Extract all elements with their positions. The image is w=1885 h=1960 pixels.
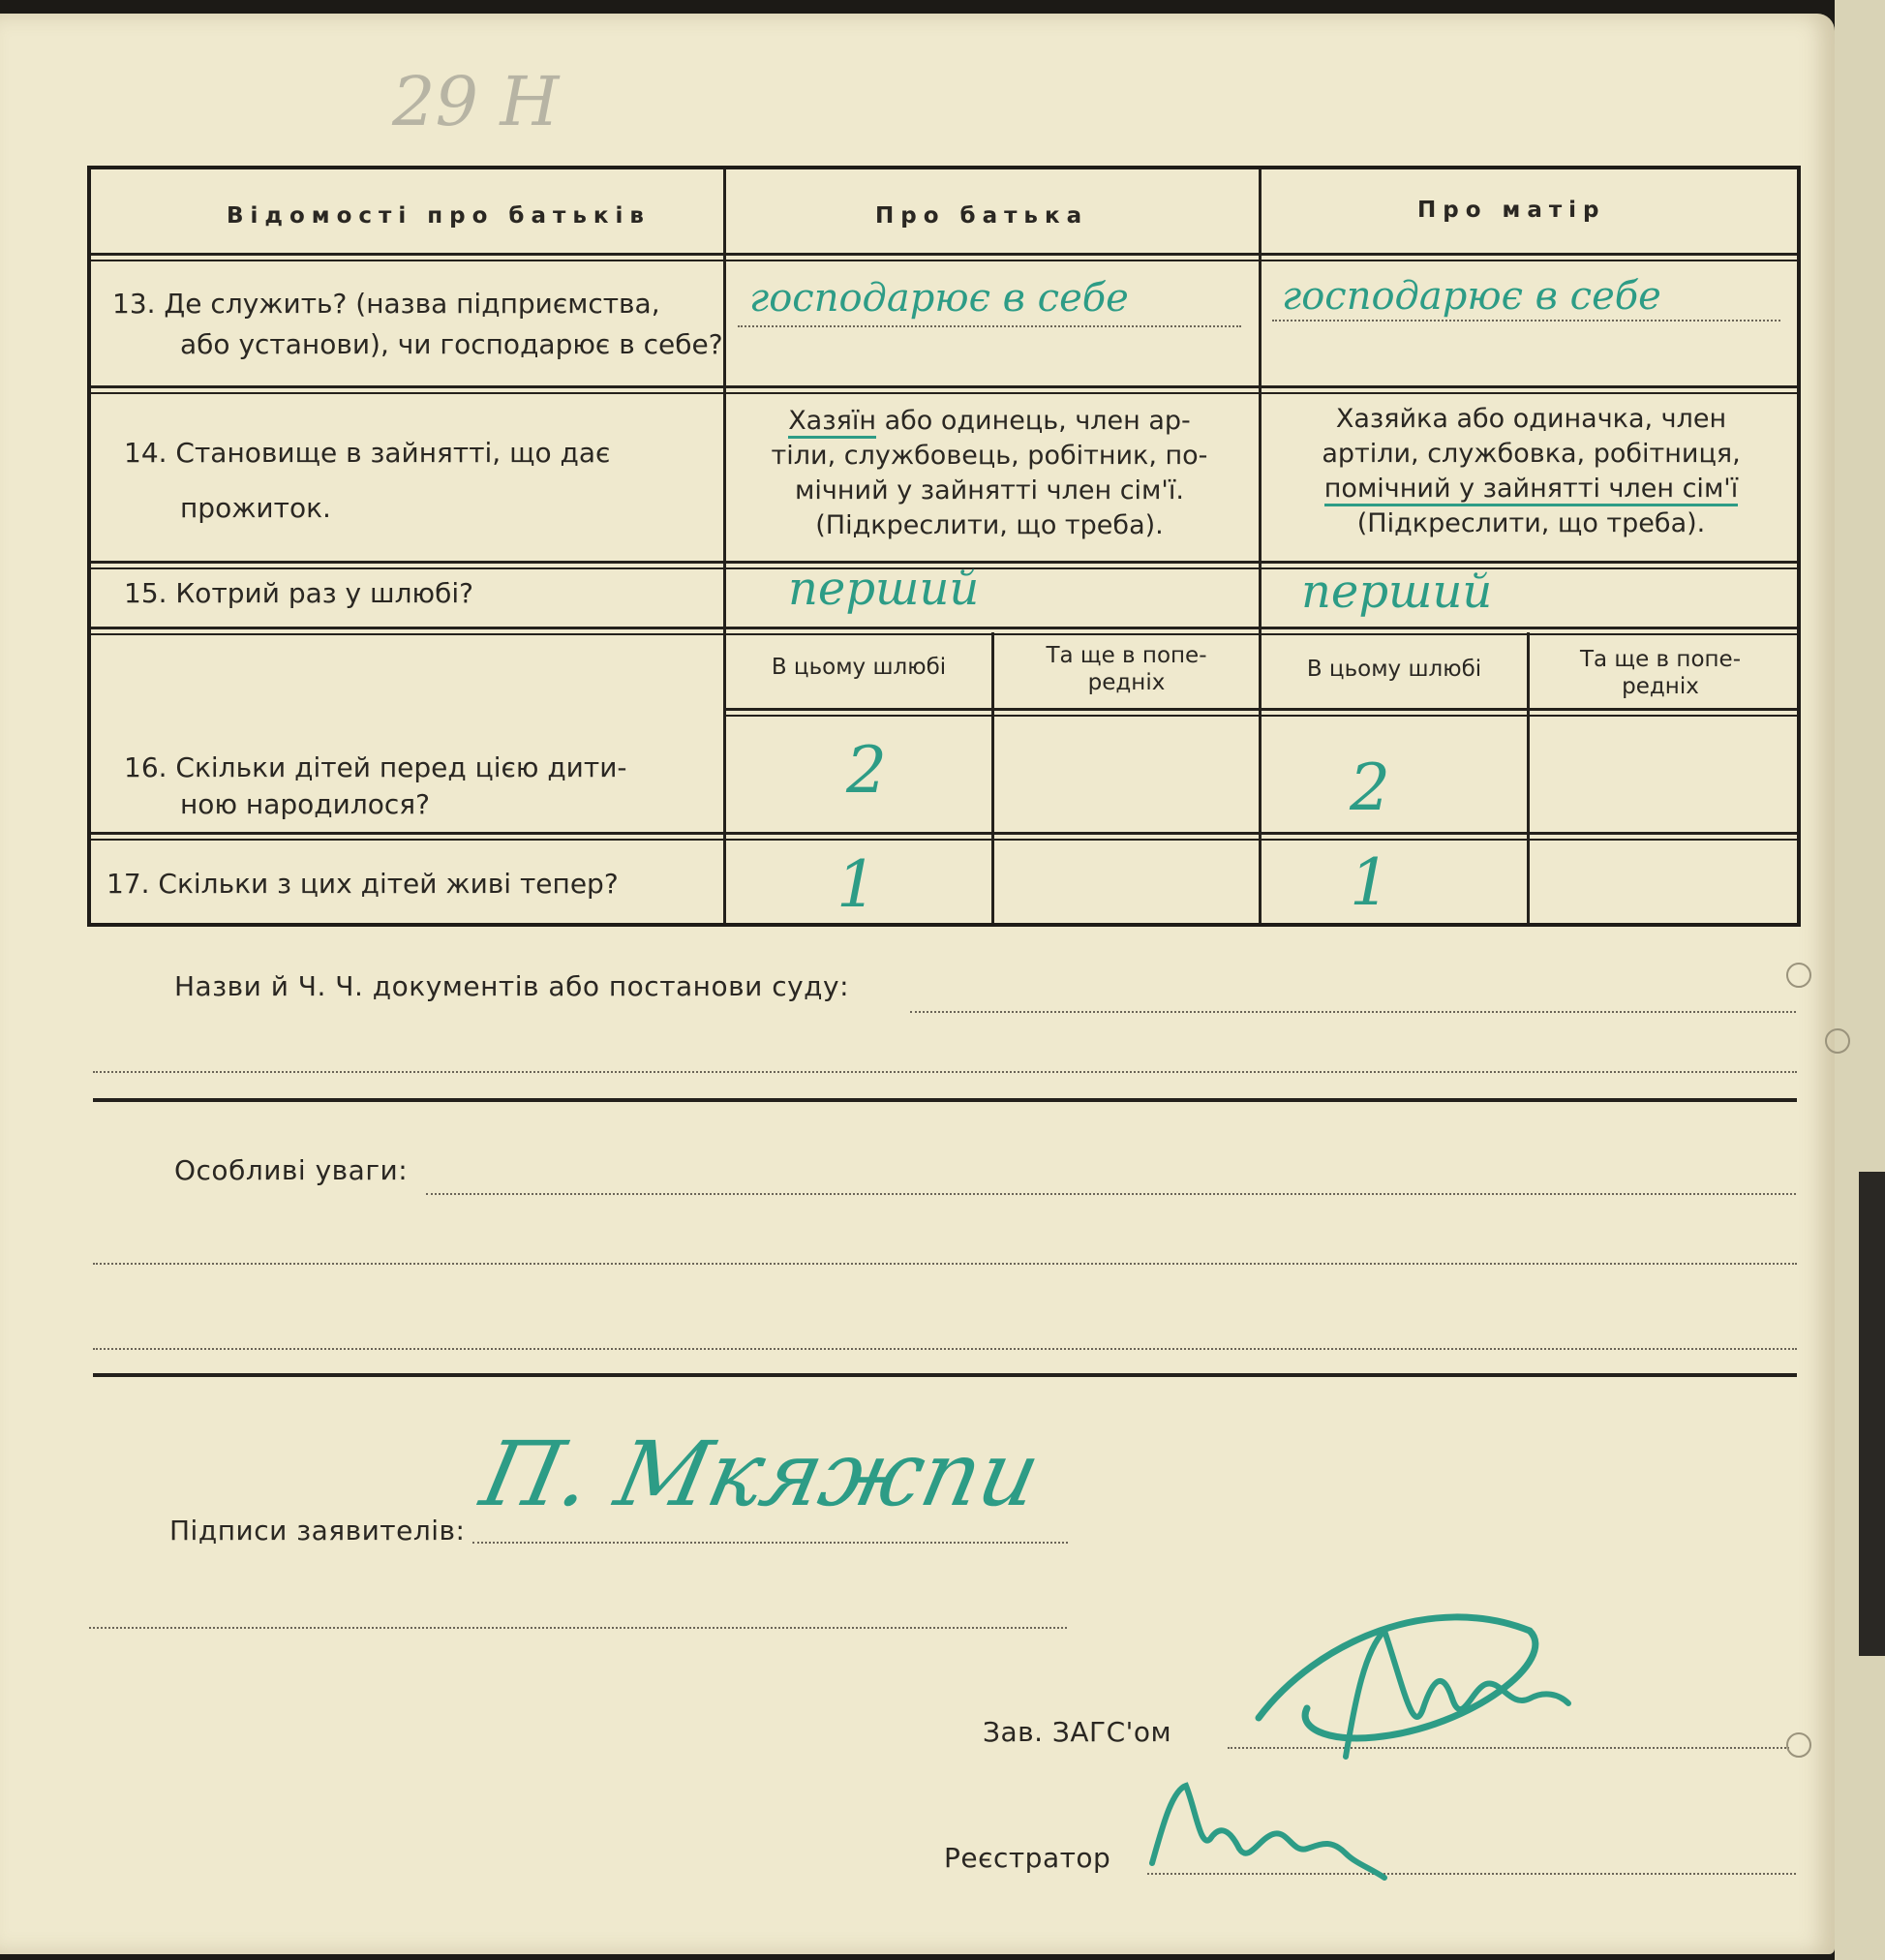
applicant-signature-text: П. Мкяжпи [472, 1423, 1049, 1526]
binding-hole [1786, 963, 1811, 988]
q14-mother-option-line [1272, 472, 1790, 506]
q14-mother-option-line: артіли, службовка, робітниця, [1322, 439, 1741, 469]
row-divider-16 [91, 832, 1797, 841]
applicants-label: Підписи заявителів: [169, 1515, 466, 1547]
q16-mother-this-header: В цьому шлюбі [1306, 657, 1482, 682]
q16-line2: ною народилося? [180, 788, 430, 820]
applicant-signature [473, 1423, 1049, 1526]
q14-father-options [738, 404, 1241, 543]
documents-rule [93, 1098, 1797, 1102]
q14-line2: прожиток. [180, 492, 331, 524]
row-divider-15 [91, 627, 1797, 635]
q16-father-prev-header-2: редніх [1087, 670, 1166, 695]
q13-line2: або установи), чи господарює в себе? [180, 328, 723, 360]
head-signature [1239, 1563, 1588, 1795]
q16-father-prev-header-1: Та ще в попе- [1046, 643, 1207, 668]
q13-mother-line [1272, 320, 1780, 322]
q14-line1: 14. Становище в зайнятті, що дає [124, 437, 611, 469]
row-divider-header [91, 253, 1797, 261]
q13-father-answer: господарює в себе [749, 276, 1129, 321]
binding-hole [1825, 1028, 1850, 1054]
col-divider-2 [1259, 169, 1262, 923]
q14-mother-options [1272, 402, 1790, 541]
page-edge [1835, 0, 1885, 1960]
q17-line1: 17. Скільки з цих дітей живі тепер? [106, 868, 619, 900]
remarks-label: Особливі уваги: [174, 1154, 409, 1186]
remarks-line-1 [426, 1193, 1796, 1195]
registrar-label: Реєстратор [944, 1842, 1111, 1874]
pencil-archive-number: 29 H [392, 62, 560, 141]
q17-father-this-value: 1 [836, 847, 877, 922]
q15-mother-answer: перший [1301, 565, 1493, 619]
q14-mother-option-line: Хазяйка або одиначка, член [1335, 404, 1727, 434]
q16-mother-prev-header-1: Та ще в попе- [1579, 647, 1742, 672]
q14-father-option-line: (Підкреслити, що треба). [815, 510, 1164, 540]
parents-info-table [87, 166, 1801, 927]
documents-line-2 [93, 1071, 1797, 1073]
remarks-line-2 [93, 1263, 1797, 1265]
header-parents-info: Відомості про батьків [227, 203, 651, 229]
q14-father-selected: Хазяїн [788, 406, 876, 439]
q14-mother-selected: помічний у зайнятті член сім'ї [1324, 474, 1738, 506]
q15-line1: 15. Котрий раз у шлюбі? [124, 577, 474, 609]
q13-mother-answer: господарює в себе [1282, 274, 1661, 319]
q16-father-this-value: 2 [846, 733, 887, 808]
q17-mother-this-value: 1 [1350, 845, 1390, 920]
head-of-registry-label: Зав. ЗАГС'ом [983, 1716, 1172, 1748]
q13-line1: 13. Де служить? (назва підприємства, [112, 288, 660, 320]
documents-label: Назви й Ч. Ч. документів або постанови суду: [174, 970, 850, 1002]
col-divider-1 [723, 169, 726, 923]
applicants-line-2 [89, 1627, 1067, 1629]
q16-mother-prev-header-2: редніх [1622, 674, 1699, 699]
q16-father-this-header: В цьому шлюбі [771, 655, 947, 680]
applicants-line-1 [472, 1542, 1068, 1544]
q14-father-option-line: Хазяїн або одинець, член ар- [738, 404, 1241, 439]
header-father: Про батька [875, 203, 1089, 229]
row-divider-13 [91, 385, 1797, 394]
documents-line-1 [910, 1011, 1796, 1013]
q16-mother-this-value: 2 [1350, 750, 1390, 825]
remarks-rule [93, 1373, 1797, 1377]
q14-father-option-line: мічний у зайнятті член сім'ї. [795, 475, 1184, 505]
form-page [0, 14, 1835, 1954]
header-mother: Про матір [1417, 198, 1606, 223]
q15-father-answer: перший [788, 562, 980, 616]
binding-hole [1786, 1732, 1811, 1758]
q14-father-option-line: тіли, службовець, робітник, по- [771, 441, 1208, 471]
registrar-signature [1142, 1771, 1414, 1897]
page-edge-strip [1859, 1172, 1885, 1656]
q14-mother-option-line: (Підкреслити, що треба). [1356, 508, 1706, 538]
q13-father-line [738, 325, 1241, 327]
row-divider-16-sub [723, 708, 1797, 717]
q16-line1: 16. Скільки дітей перед цією дити- [124, 751, 627, 783]
remarks-line-3 [93, 1348, 1797, 1350]
